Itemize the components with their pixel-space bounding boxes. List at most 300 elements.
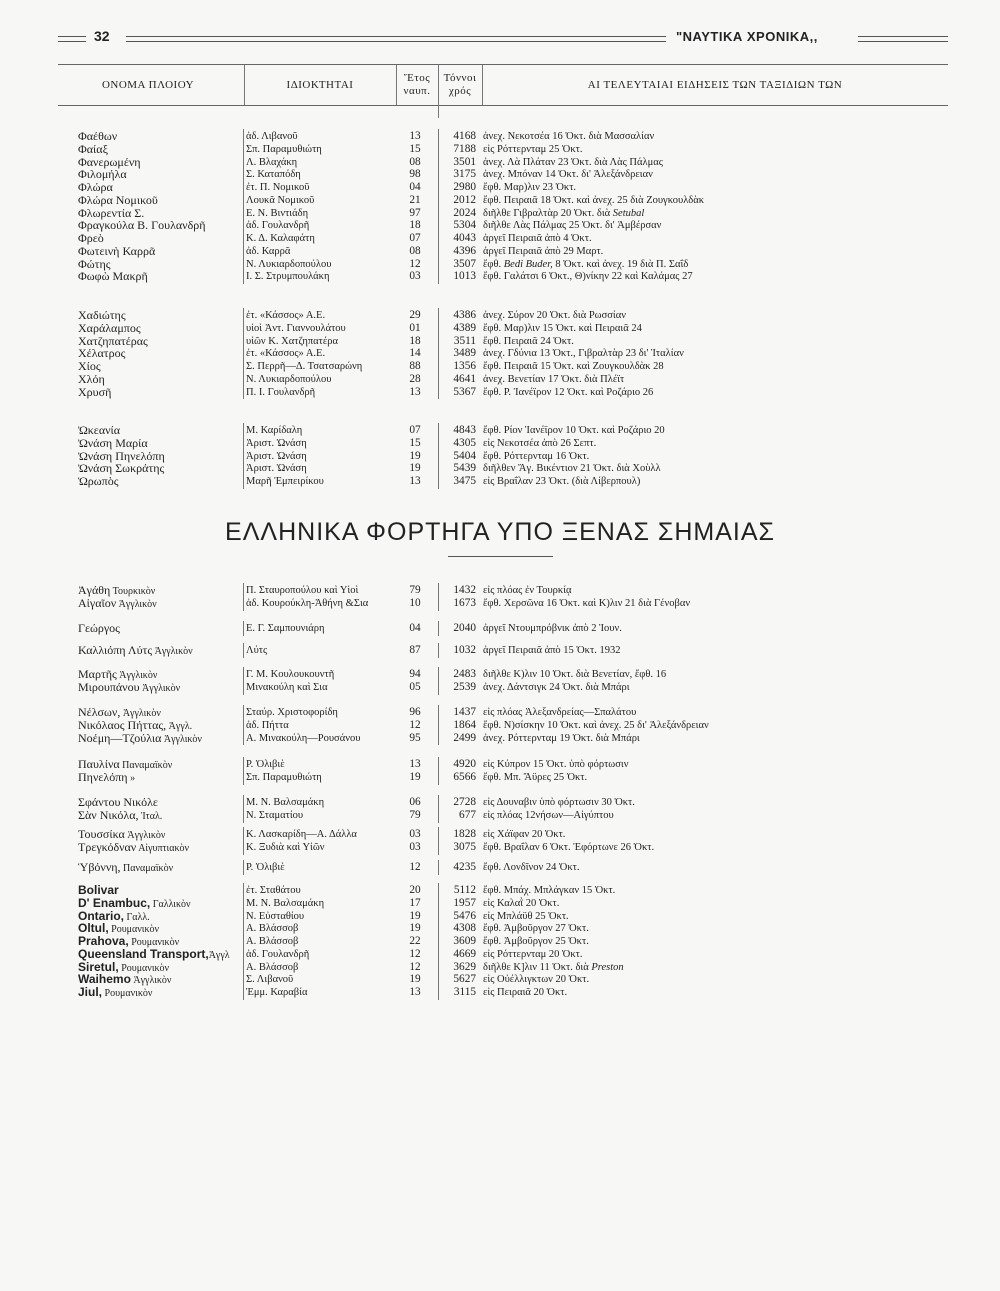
tonnage: 3629 [453,960,476,973]
build-year: 20 [409,884,421,896]
column-divider [438,827,439,855]
ship-name-text: Νέλσων, [78,705,121,719]
table-row [0,373,1000,386]
table-row [0,584,1000,597]
voyage-news-text: ἀνεχ. Ρόττερνταμ 19 Ὀκτ. διὰ Μπάρι [483,732,640,744]
column-divider [243,860,244,875]
column-divider [438,757,439,785]
ship-name [78,597,157,611]
voyage-news [483,706,636,719]
voyage-news [483,884,615,897]
ship-name-text: Πηνελόπη [78,769,128,784]
table-row [0,475,1000,488]
tonnage: 4168 [453,130,476,142]
voyage-news-port-italic: Bedi Buder, [503,258,553,270]
voyage-news-text: εἰς Μπλάϋθ 25 Ὀκτ. [483,910,569,922]
build-year: 19 [409,462,421,475]
ship-owner: Λ. Βλαχάκη [246,156,298,168]
column-divider [438,795,439,823]
table-row [0,732,1000,745]
voyage-news-text: ἔφθ. [483,258,504,270]
tonnage: 4235 [453,861,476,873]
voyage-news-text: εἰς Κύπρον 15 Ὀκτ. ὑπὸ φόρτωσιν [483,759,629,770]
ship-name-text: Χατζηπατέρας [78,333,148,348]
ship-owner: ἐτ. «Κάσσος» Α.Ε. [246,310,326,321]
ship-flag: Ἀγγλικὸν [139,682,181,694]
build-year: 03 [409,840,421,853]
table-header [58,64,948,106]
build-year: 08 [409,244,421,257]
ship-name-text: Νοέμη—Τζούλια [78,730,162,745]
ship-owner: Ρ. Ὀλιβιὲ [246,759,285,770]
table-row [0,910,1000,923]
build-year: 12 [409,257,421,270]
table-row [0,828,1000,841]
voyage-news-text: διῆλθε Γιβραλτὰρ 20 Ὀκτ. διὰ [483,207,613,219]
build-year: 13 [409,385,421,398]
voyage-news [483,897,559,910]
ship-owner: Ἀριστ. Ὠνάση [246,450,307,462]
ship-name-text: D' Enambuc, [78,895,151,910]
build-year: 04 [409,622,421,634]
table-row [0,986,1000,999]
voyage-news-text: ἔφθ. Χερσῶνα 16 Ὀκτ. καὶ Κ)λιν 21 διὰ Γένοβαν [483,597,691,609]
ship-owner: Ἀριστ. Ὠνάση [246,463,307,475]
table-row [0,347,1000,360]
ship-flag: Ἀγγλικὸν [124,830,166,841]
table-row [0,948,1000,961]
header-rule [58,36,86,42]
voyage-news-text: ἔφθ. Πειραιᾶ 18 Ὀκτ. καὶ ἀνεχ. 25 διὰ Ζουγκουλδὰκ [483,194,705,206]
ship-owner: Κ. Λασκαρίδη—Α. Δάλλα [246,829,357,840]
column-divider [438,860,439,875]
tonnage: 5304 [453,219,476,232]
tonnage: 2728 [453,796,476,808]
build-year: 21 [409,193,421,206]
build-year: 19 [409,973,421,986]
table-row [0,597,1000,610]
voyage-news-text: 8 Ὀκτ. καὶ ἀνεχ. 19 διὰ Π. Σαΐδ [552,258,689,270]
ship-flag: Ἀγγλικὸν [120,708,161,719]
voyage-news [483,347,684,360]
voyage-news-text: εἰς Πειραιᾶ 20 Ὀκτ. [483,987,568,998]
tonnage: 1957 [453,896,476,909]
voyage-news [483,335,574,348]
ship-name-text: Queensland Transport, [78,946,209,961]
ship-name-text: Φραγκούλα Β. Γουλανδρῆ [78,218,206,233]
table-row [0,219,1000,232]
table-row [0,143,1000,156]
column-divider [243,583,244,611]
ship-name-text: Bolivar [78,883,119,897]
ship-name-text: Φαίαξ [78,141,108,156]
voyage-news [483,809,614,822]
voyage-news [483,194,704,207]
build-year: 18 [409,334,421,347]
ship-name-text: Σφάντου Νικόλε [78,795,158,809]
ship-name [78,475,118,488]
tonnage: 1828 [453,828,476,840]
tonnage: 1013 [453,270,476,283]
column-divider [243,129,244,284]
build-year: 19 [409,449,421,462]
ship-owner: ἐτ. «Κάσσος» Α.Ε. [246,348,326,360]
voyage-news [483,719,709,732]
build-year: 13 [409,986,421,998]
voyage-news [483,270,693,283]
voyage-news [483,373,624,386]
ship-name [78,644,193,658]
voyage-news [483,861,580,874]
table-row [0,622,1000,635]
table-row [0,644,1000,657]
table-row [0,245,1000,258]
tonnage: 2499 [453,731,476,744]
ship-owner: ἀδ. Καρρᾶ [246,245,291,257]
voyage-news-text: ἀνεχ. Νεκοτσέα 16 Ὀκτ. διὰ Μασσαλίαν [483,131,655,142]
build-year: 12 [409,861,421,873]
ship-name [78,771,135,785]
ship-owner: Π. Σταυροπούλου καὶ Υἱοὶ [246,585,359,596]
ship-owner: Γ. Μ. Κουλουκουντῆ [246,669,335,680]
build-year: 18 [409,219,421,232]
voyage-news [483,597,690,610]
ship-name-text: Ὠνάση Μαρία [78,435,148,450]
voyage-news-text: ἔφθ. Μπ. Ἄϋρες 25 Ὀκτ. [483,771,588,783]
ship-owner: Ἐμμ. Καραβία [246,987,308,998]
tonnage: 4396 [453,244,476,257]
voyage-news-text: ἀνεχ. Λὰ Πλάταν 23 Ὀκτ. διὰ Λὰς Πάλμας [483,156,663,168]
voyage-news [483,935,589,948]
voyage-news-text: διῆλθε Λὰς Πάλμας 25 Ὀκτ. δι' Ἀμβέρσαν [483,220,662,232]
build-year: 07 [409,424,421,436]
voyage-news [483,758,628,771]
column-owners-header: ΙΔΙΟΚΤΗΤΑΙ [286,78,354,91]
table-row [0,386,1000,399]
ship-name-text: Prahova, [78,934,129,948]
ship-name-text: Φώτης [78,256,111,271]
voyage-news-text: εἰς πλόας Ἀλεξανδρείας—Σπαλάτου [483,707,637,718]
tonnage: 4308 [453,922,476,935]
ship-name-text: Χέλατρος [78,346,126,361]
header-divider [482,65,483,105]
tonnage: 5476 [453,909,476,922]
ship-owner: ἐτ. Σταθάτου [246,885,301,896]
ship-owner: Α. Βλάσσοβ [246,961,299,973]
tonnage: 3501 [453,155,476,168]
header-divider [396,65,397,105]
column-divider [243,883,244,1000]
voyage-news-text: εἰς πλόας 12νήσων—Αἰγύπτου [483,809,614,821]
voyage-news-text: ἀνεχ. Γδύνια 13 Ὀκτ., Γιβραλτὰρ 23 δι' Ἰταλίαν [483,348,684,360]
table-row [0,309,1000,322]
voyage-news [483,841,654,854]
ship-name-text: Γεώργος [78,621,120,635]
voyage-news [483,258,688,271]
ship-owner: Σπ. Παραμυθιώτη [246,771,322,783]
tonnage: 4920 [453,758,476,770]
ship-name-text: Μαρτῆς [78,667,117,681]
build-year: 95 [409,731,421,744]
voyage-news-text: εἰς Δουναβιν ὑπὸ φόρτωσιν 30 Ὀκτ. [483,797,635,808]
tonnage: 3511 [453,334,476,347]
column-divider [243,643,244,658]
header-rule [858,36,948,42]
voyage-news-text: εἰς Οὐέλλιγκτων 20 Ὀκτ. [483,974,590,986]
build-year: 08 [409,155,421,168]
tonnage: 5112 [453,884,476,896]
ship-name-text: Jiul, [78,985,103,999]
voyage-news [483,181,576,194]
build-year: 97 [409,206,421,219]
tonnage: 1864 [453,718,476,731]
column-divider [438,643,439,658]
voyage-news-text: διῆλθεν Ἅγ. Βικέντιον 21 Ὀκτ. διὰ Χοὺλλ [483,463,661,475]
column-divider [438,705,439,745]
tonnage: 4043 [453,232,476,244]
ship-name [78,809,162,823]
ship-flag: Ρουμανικὸν [118,962,170,974]
voyage-news-text: ἔφθ. Βραΐλαν 6 Ὀκτ. Ἐφόρτωνε 26 Ὀκτ. [483,841,655,853]
voyage-news-text: ἀργεῖ Πειραιᾶ ἀπὸ 4 Ὀκτ. [483,233,592,244]
build-year: 13 [409,758,421,770]
ship-name-text: Φωτεινὴ Καρρᾶ [78,243,156,258]
column-divider [438,883,439,1000]
voyage-news-text: εἰς Ρόττερνταμ 25 Ὀκτ. [483,143,583,155]
tonnage: 2040 [453,622,476,634]
ship-name-text: Ὑβόννη, [78,860,121,874]
ship-flag: Ἀγγλ [208,949,230,961]
tonnage: 4843 [453,424,476,436]
ship-flag: Παναμαϊκὸν [120,863,174,874]
voyage-news [483,130,654,143]
build-year: 04 [409,181,421,193]
tonnage: 4386 [453,309,476,321]
table-row [0,322,1000,335]
voyage-news-port-italic: Preston [591,961,624,973]
build-year: 19 [409,922,421,935]
table-row [0,424,1000,437]
voyage-news [483,644,620,657]
ship-flag: Ρουμανικὸν [102,988,153,999]
ship-flag: Ἀγγλικὸν [116,598,157,610]
column-divider [438,129,439,284]
running-header [58,28,948,48]
ship-flag: Ἀγγλικὸν [116,670,158,681]
ship-owner: Ι. Σ. Στρυμπουλάκη [246,271,330,283]
ship-name-text: Χαδιώτης [78,308,126,322]
build-year: 15 [409,436,421,449]
column-tons-line1: Τόννοι [443,72,477,84]
tonnage: 1673 [453,596,476,609]
table-row [0,973,1000,986]
ship-owner: υἱῶν Κ. Χατζηπατέρα [246,335,339,347]
tonnage: 6566 [453,770,476,783]
ship-name-text: Φρεὸ [78,231,104,245]
ship-name-text: Ὠνάση Πηνελόπη [78,448,165,463]
ship-flag: » [127,772,136,784]
ship-name-text: Αἰγαῖον [78,595,117,610]
table-row [0,897,1000,910]
voyage-news-text: ἔφθ. Μαρ)λιν 15 Ὀκτ. καὶ Πειραιᾶ 24 [483,322,642,334]
ship-owner: υἱοὶ Ἀντ. Γιαννουλάτου [246,322,346,334]
build-year: 12 [409,960,421,973]
column-divider [243,667,244,695]
voyage-news [483,668,666,681]
table-row [0,130,1000,143]
voyage-news-text: διῆλθε Κ)λιν 10 Ὀκτ. διὰ Βενετίαν, ἔφθ. 16 [483,669,667,680]
page-number: 32 [94,28,110,44]
tonnage: 1437 [453,706,476,718]
ship-flag: Ρουμανικὸν [108,924,160,936]
ship-name [78,681,180,695]
ship-owner: ἐτ. Π. Νομικοῦ [246,182,310,193]
voyage-news [483,424,665,437]
build-year: 22 [409,935,421,947]
voyage-news-text: ἔφθ. Ἀμβοῦργον 25 Ὀκτ. [483,936,589,947]
build-year: 28 [409,372,421,385]
voyage-news [483,973,589,986]
ship-name-text: Τρεγκόδναν [78,839,137,854]
ship-flag: Τουρκικὸν [110,586,156,597]
ship-flag: Ἀγγλικὸν [161,733,202,745]
voyage-news-text: ἀργεῖ Πειραιᾶ ἀπὸ 15 Ὀκτ. 1932 [483,645,621,656]
ship-name-text: Siretul, [78,959,119,974]
build-year: 12 [409,947,421,960]
ship-flag: Ἰταλ. [138,810,163,822]
table-row [0,861,1000,874]
build-year: 01 [409,321,421,334]
ship-name-text: Καλλιόπη Λύτς [78,643,153,657]
table-row [0,758,1000,771]
ship-name-text: Φιλομήλα [78,167,127,182]
ship-flag: Ἀγγλικὸν [152,646,193,657]
voyage-news [483,322,642,335]
table-row [0,360,1000,373]
build-year: 96 [409,706,421,718]
ship-owner: Ε. Γ. Σαμπουνιάρη [246,623,325,634]
voyage-news [483,168,653,181]
column-name-header: ΟΝΟΜΑ ΠΛΟΙΟΥ [101,78,195,91]
build-year: 79 [409,808,421,821]
column-divider [438,423,439,489]
table-row [0,922,1000,935]
column-divider [243,423,244,489]
tonnage: 3609 [453,935,476,947]
ship-owner: Κ. Δ. Καλαφάτη [246,233,315,244]
voyage-news [483,360,664,373]
column-divider [243,621,244,636]
ship-owner: Μαρῆ Ἐμπειρίκου [246,476,324,487]
ship-owner: Μινακούλη καὶ Σια [246,681,328,693]
voyage-news [483,584,572,597]
tonnage: 4641 [453,372,476,385]
ship-owner: Ν. Λυκιαρδοπούλου [246,258,332,270]
column-divider [243,795,244,823]
ship-owner: ἀδ. Κουρούκλη-Ἀθήνη &Σια [246,597,369,609]
build-year: 19 [409,909,421,922]
voyage-news [483,143,582,156]
table-row [0,156,1000,169]
tonnage: 3175 [453,168,476,181]
ship-owner: Σ. Καταπόδη [246,169,301,181]
voyage-news [483,681,630,694]
ship-name-text: Μιρουπάνου [78,679,140,694]
ship-owner: Ν. Σταματίου [246,809,304,821]
section-underline [448,556,553,557]
ship-name-text: Ὡρωπὸς [78,474,119,488]
ship-name-text: Oltul, [78,921,109,936]
voyage-news [483,922,589,935]
build-year: 05 [409,680,421,693]
build-year: 13 [409,130,421,142]
ship-name-text: Waihemo [78,972,131,987]
tonnage: 3489 [453,347,476,360]
voyage-news-text: ἔφθ. Ρ. Ἰανέϊρον 12 Ὀκτ. καὶ Ροζάριο 26 [483,386,654,398]
table-row [0,270,1000,283]
ship-owner: Σ. Λιβανοῦ [246,974,294,986]
voyage-news-text: διῆλθε Κ]λιν 11 Ὀκτ. διὰ [483,961,592,973]
table-row [0,809,1000,822]
ship-owner: Σ. Περρῆ—Δ. Τσατσαρώνη [246,361,363,372]
voyage-news [483,386,653,399]
build-year: 88 [409,360,421,372]
ship-name-text: Σὰν Νικόλα, [78,807,139,822]
ship-name-text: Χλόη [78,371,105,386]
build-year: 10 [409,596,421,609]
build-year: 14 [409,347,421,360]
ship-flag: Ἀγγλ. [166,720,193,732]
ship-name-text: Φαέθων [78,129,118,143]
voyage-news-text: ἀργεῖ Ντουμπρόβνικ ἀπὸ 2 Ἰουν. [483,623,622,634]
table-row [0,335,1000,348]
column-year-line2: ναυπ. [403,85,431,97]
build-year: 29 [409,309,421,321]
tonnage: 2024 [453,206,476,219]
voyage-news-text: εἰς Καλαῒ 20 Ὀκτ. [483,897,560,909]
voyage-news-text: ἔφθ. Μαρ)λιν 23 Ὀκτ. [483,182,577,193]
voyage-news-text: εἰς Βραΐλαν 23 Ὀκτ. (διὰ Λίβερπουλ) [483,476,641,487]
voyage-news [483,475,640,488]
voyage-news [483,156,663,169]
ship-name [78,861,173,875]
header-divider [438,65,439,105]
ship-flag: Αἰγυπτιακὸν [136,842,190,854]
column-divider [438,667,439,695]
column-news-header: ΑΙ ΤΕΛΕΥΤΑΙΑΙ ΕΙΔΗΣΕΙΣ ΤΩΝ ΤΑΞΙΔΙΩΝ ΤΩΝ [587,78,843,91]
ship-owner: Α. Βλάσσοβ [246,936,299,947]
build-year: 87 [409,644,421,656]
ship-flag: Γαλλ. [124,911,150,923]
tonnage: 4389 [453,321,476,334]
voyage-news-text: ἔφθ. Ρίον Ἰανέϊρον 10 Ὀκτ. καὶ Ροζάριο 20 [483,425,665,436]
ship-flag: Παναμαϊκὸν [119,760,173,771]
column-divider [438,583,439,611]
voyage-news-text: ἔφθ. Πειραιᾶ 24 Ὀκτ. [483,335,574,347]
tonnage: 1356 [453,360,476,372]
ship-owner: Ν. Εὐσταθίου [246,910,305,922]
voyage-news [483,219,661,232]
table-row [0,168,1000,181]
ship-owner: ἀδ. Γουλανδρῆ [246,220,310,232]
build-year: 12 [409,718,421,731]
header-divider [244,65,245,105]
column-tons-line2: χρός [448,85,472,97]
tonnage: 2483 [453,668,476,680]
ship-owner: Κ. Ξυδιὰ καὶ Υἱῶν [246,841,325,853]
tonnage: 2539 [453,680,476,693]
ship-owner: Λύτς [246,645,268,656]
